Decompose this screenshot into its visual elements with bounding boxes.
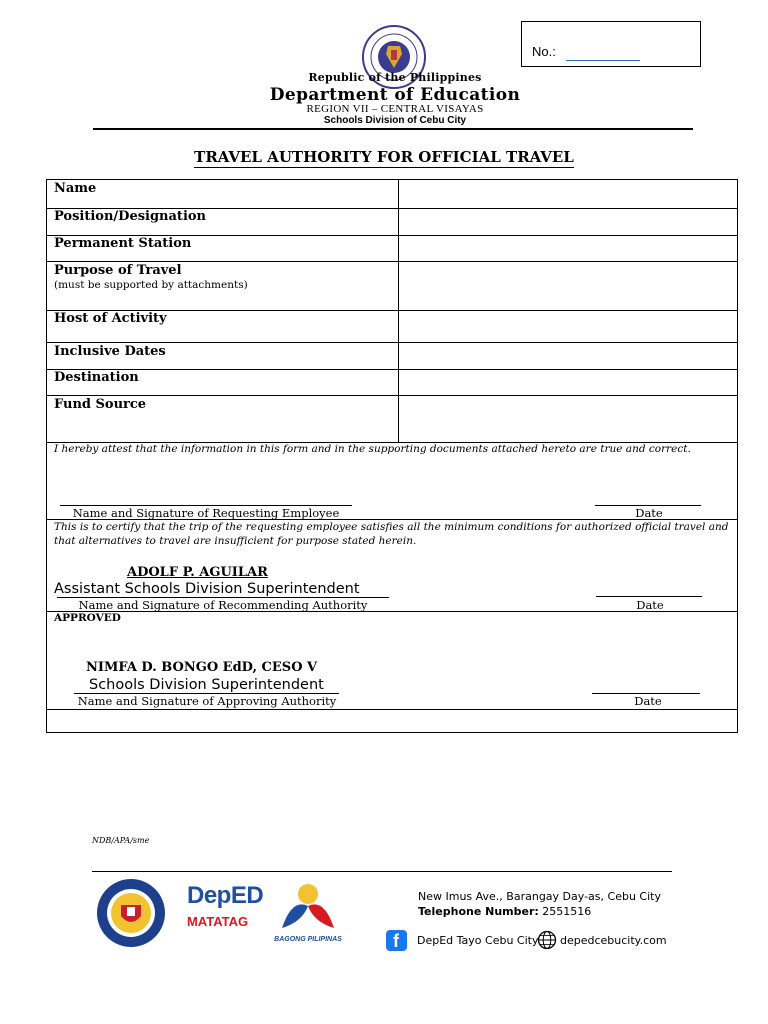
approved-heading: APPROVED — [54, 612, 121, 624]
row-divider — [47, 709, 737, 710]
facebook-icon: f — [386, 930, 407, 951]
approving-date-caption: Date — [634, 694, 662, 708]
field-value-position[interactable] — [399, 209, 737, 235]
approving-officer-name: NIMFA D. BONGO EdD, CESO V — [86, 660, 318, 675]
bagong-pilipinas-emblem — [272, 878, 344, 932]
approving-officer-position: Schools Division Superintendent — [89, 677, 324, 693]
footer-divider — [92, 871, 672, 872]
division-seal-logo — [96, 878, 166, 948]
header-republic: Republic of the Philippines — [308, 71, 482, 84]
field-value-station[interactable] — [399, 236, 737, 261]
header-divider — [93, 128, 693, 130]
office-address: New Imus Ave., Barangay Day-as, Cebu City — [418, 890, 661, 903]
telephone — [418, 905, 591, 918]
deped-logo-text: DepED — [187, 882, 264, 909]
form-title-text: TRAVEL AUTHORITY FOR OFFICIAL TRAVEL — [194, 148, 574, 166]
field-label-fund-source: Fund Source — [54, 397, 147, 412]
bagong-pilipinas-logo — [272, 878, 344, 944]
facebook-page[interactable]: DepEd Tayo Cebu City — [417, 934, 539, 947]
field-label-purpose: Purpose of Travel — [54, 263, 182, 278]
header-region: REGION VII – CENTRAL VISAYAS — [306, 103, 484, 115]
header-department: Department of Education — [269, 85, 521, 105]
recommending-signature-caption: Name and Signature of Recommending Authority — [78, 598, 368, 612]
form-title — [0, 148, 768, 166]
approving-signature-caption: Name and Signature of Approving Authority — [77, 694, 337, 708]
recommending-officer-position: Assistant Schools Division Superintendent — [54, 581, 360, 597]
field-label-position: Position/Designation — [54, 209, 207, 224]
field-value-host[interactable] — [399, 311, 737, 342]
field-label-destination: Destination — [54, 370, 139, 385]
travel-form-table — [46, 179, 738, 733]
field-label-name: Name — [54, 181, 97, 196]
field-label-dates: Inclusive Dates — [54, 344, 166, 359]
recommending-date-line[interactable] — [596, 596, 702, 597]
field-value-name[interactable] — [399, 181, 737, 208]
recommendation-text: This is to certify that the trip of the requesting employee satisfies all the minimum conditions for authorized official travel and that alternatives to travel are insufficient for purpose stated herein. — [54, 521, 729, 547]
field-label-station: Permanent Station — [54, 236, 192, 251]
telephone-number: 2551516 — [542, 905, 592, 918]
control-number-field[interactable] — [566, 60, 640, 61]
reference-initials: NDB/APA/sme — [92, 836, 150, 845]
field-value-destination[interactable] — [399, 370, 737, 395]
header-division: Schools Division of Cebu City — [323, 115, 467, 126]
field-label-host: Host of Activity — [54, 311, 167, 326]
control-number-box — [521, 21, 701, 67]
recommending-date-caption: Date — [636, 598, 664, 612]
field-value-dates[interactable] — [399, 343, 737, 369]
control-number-label: No.: — [532, 44, 556, 59]
field-value-fund-source[interactable] — [399, 396, 737, 442]
globe-icon — [537, 930, 557, 950]
matatag-logo-text: MATATAG — [187, 914, 249, 929]
bagong-pilipinas-text: BAGONG PILIPINAS — [274, 936, 342, 943]
deped-matatag-logo — [187, 882, 264, 942]
telephone-label: Telephone Number: — [418, 905, 539, 918]
employee-signature-caption: Name and Signature of Requesting Employee — [72, 506, 340, 520]
field-value-purpose[interactable] — [399, 262, 737, 310]
recommending-officer-name: ADOLF P. AGUILAR — [127, 565, 268, 580]
website-link[interactable]: depedcebucity.com — [560, 934, 667, 947]
attestation-text: I hereby attest that the information in this form and in the supporting documents attached hereto are true and correct. — [54, 443, 691, 455]
employee-date-caption: Date — [635, 506, 663, 520]
field-note-purpose: (must be supported by attachments) — [54, 279, 248, 291]
